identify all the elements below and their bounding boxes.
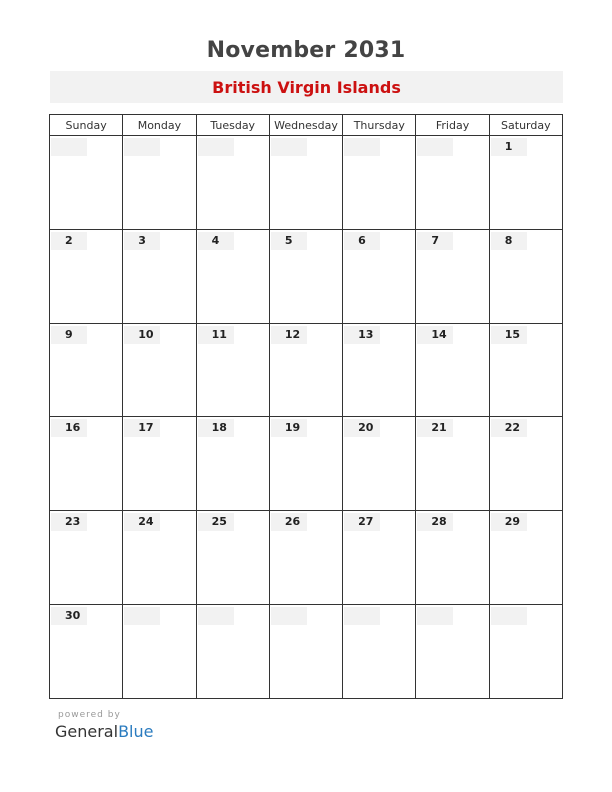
day-cell bbox=[416, 511, 489, 605]
week-row bbox=[50, 229, 563, 323]
day-cell bbox=[196, 323, 269, 417]
day-number bbox=[344, 607, 380, 625]
day-cell bbox=[50, 605, 123, 699]
day-number: 30 bbox=[51, 607, 87, 625]
day-cell bbox=[416, 323, 489, 417]
day-cell bbox=[416, 605, 489, 699]
day-number: 12 bbox=[271, 326, 307, 344]
day-cell bbox=[123, 229, 196, 323]
day-cell bbox=[50, 229, 123, 323]
weekday-monday: Monday bbox=[123, 115, 196, 136]
day-number: 14 bbox=[417, 326, 453, 344]
brand-general: General bbox=[55, 722, 119, 741]
day-cell bbox=[343, 511, 416, 605]
day-number: 5 bbox=[271, 232, 307, 250]
day-cell bbox=[50, 511, 123, 605]
day-number: 23 bbox=[51, 513, 87, 531]
powered-by-label: powered by bbox=[58, 710, 121, 720]
day-cell bbox=[269, 229, 342, 323]
calendar-weeks bbox=[50, 136, 563, 699]
weekday-header-row bbox=[50, 115, 563, 136]
day-number: 19 bbox=[271, 419, 307, 437]
day-number bbox=[124, 607, 160, 625]
week-row bbox=[50, 136, 563, 230]
day-cell bbox=[343, 417, 416, 511]
day-number: 10 bbox=[124, 326, 160, 344]
day-cell bbox=[123, 605, 196, 699]
day-cell bbox=[416, 417, 489, 511]
day-number: 27 bbox=[344, 513, 380, 531]
day-number bbox=[491, 607, 527, 625]
day-number: 17 bbox=[124, 419, 160, 437]
day-number bbox=[344, 138, 380, 156]
day-cell bbox=[343, 605, 416, 699]
weekday-sunday: Sunday bbox=[50, 115, 123, 136]
day-cell bbox=[196, 229, 269, 323]
day-cell bbox=[489, 229, 562, 323]
day-number: 7 bbox=[417, 232, 453, 250]
day-cell bbox=[269, 323, 342, 417]
day-cell bbox=[196, 136, 269, 230]
day-cell bbox=[489, 417, 562, 511]
day-cell bbox=[489, 605, 562, 699]
day-number: 28 bbox=[417, 513, 453, 531]
day-cell bbox=[416, 229, 489, 323]
day-number: 24 bbox=[124, 513, 160, 531]
day-number: 4 bbox=[198, 232, 234, 250]
calendar-grid bbox=[49, 114, 563, 699]
day-number: 16 bbox=[51, 419, 87, 437]
day-number: 20 bbox=[344, 419, 380, 437]
weekday-thursday: Thursday bbox=[343, 115, 416, 136]
day-number: 9 bbox=[51, 326, 87, 344]
week-row bbox=[50, 511, 563, 605]
day-number bbox=[417, 138, 453, 156]
day-cell bbox=[196, 605, 269, 699]
day-number: 2 bbox=[51, 232, 87, 250]
day-cell bbox=[50, 136, 123, 230]
day-number: 11 bbox=[198, 326, 234, 344]
country-banner bbox=[50, 71, 563, 103]
day-number: 1 bbox=[491, 138, 527, 156]
day-number: 18 bbox=[198, 419, 234, 437]
day-number bbox=[417, 607, 453, 625]
day-cell bbox=[50, 323, 123, 417]
day-number bbox=[271, 607, 307, 625]
day-cell bbox=[269, 605, 342, 699]
day-cell bbox=[489, 136, 562, 230]
day-number bbox=[271, 138, 307, 156]
day-number bbox=[124, 138, 160, 156]
country-name: British Virgin Islands bbox=[212, 77, 401, 97]
weekday-saturday: Saturday bbox=[489, 115, 562, 136]
day-cell bbox=[343, 229, 416, 323]
day-number: 3 bbox=[124, 232, 160, 250]
day-cell bbox=[196, 511, 269, 605]
page-title: November 2031 bbox=[206, 38, 406, 63]
day-cell bbox=[416, 136, 489, 230]
day-cell bbox=[269, 417, 342, 511]
weekday-tuesday: Tuesday bbox=[196, 115, 269, 136]
day-number: 25 bbox=[198, 513, 234, 531]
day-cell bbox=[123, 323, 196, 417]
day-number: 15 bbox=[491, 326, 527, 344]
day-cell bbox=[343, 136, 416, 230]
week-row bbox=[50, 605, 563, 699]
day-cell bbox=[269, 511, 342, 605]
day-cell bbox=[50, 417, 123, 511]
day-number bbox=[51, 138, 87, 156]
day-cell bbox=[123, 417, 196, 511]
day-number: 22 bbox=[491, 419, 527, 437]
generalblue-logo bbox=[55, 722, 153, 741]
day-number: 8 bbox=[491, 232, 527, 250]
day-number bbox=[198, 607, 234, 625]
day-cell bbox=[123, 511, 196, 605]
day-cell bbox=[123, 136, 196, 230]
day-number: 21 bbox=[417, 419, 453, 437]
brand-blue: Blue bbox=[118, 722, 154, 741]
week-row bbox=[50, 323, 563, 417]
week-row bbox=[50, 417, 563, 511]
day-number: 6 bbox=[344, 232, 380, 250]
day-cell bbox=[343, 323, 416, 417]
day-cell bbox=[489, 511, 562, 605]
day-number: 13 bbox=[344, 326, 380, 344]
weekday-wednesday: Wednesday bbox=[269, 115, 342, 136]
day-cell bbox=[489, 323, 562, 417]
day-number bbox=[198, 138, 234, 156]
day-cell bbox=[269, 136, 342, 230]
day-cell bbox=[196, 417, 269, 511]
weekday-friday: Friday bbox=[416, 115, 489, 136]
day-number: 29 bbox=[491, 513, 527, 531]
day-number: 26 bbox=[271, 513, 307, 531]
